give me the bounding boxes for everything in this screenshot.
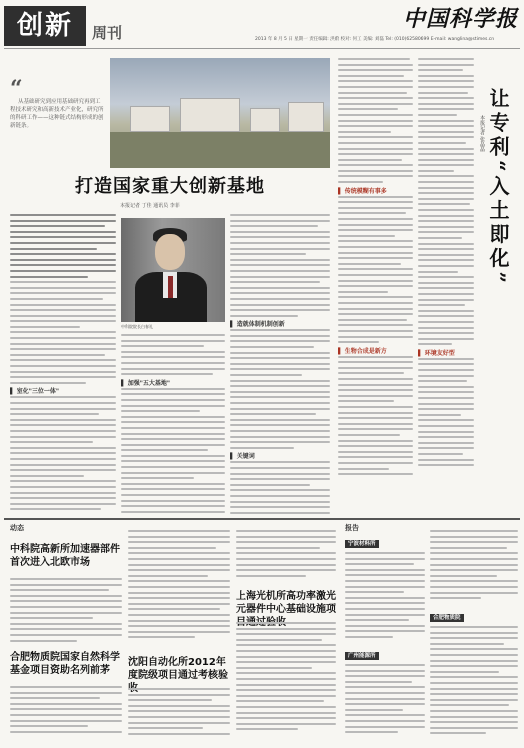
news-body-col-2 — [128, 530, 230, 650]
news-body-col-3 — [236, 530, 336, 585]
article-col-portrait-below: ▌ 加强"五大基地" — [121, 334, 225, 514]
news-headline-1: 中科院高新所加速器部件首次进入北欧市场 — [10, 544, 120, 568]
report-tag-2: 广州能源所 — [345, 652, 379, 660]
portrait-photo — [121, 218, 225, 322]
page-header — [0, 0, 524, 50]
pull-quote-text: 从基础研究到应用基础研究再到工程技术研究和高新技术产业化，研究所的科研工作——这种链式结构形成的创新链条。 — [10, 99, 104, 129]
report-tag-1: 宁波材料所 — [345, 540, 379, 548]
report-tag-3: 合肥物质院 — [430, 614, 464, 622]
news-headline-2: 合肥物质院国家自然科学基金项目资助名列前茅 — [10, 652, 120, 676]
opinion-author: 本报记者 张晶晶 — [479, 115, 485, 152]
opinion-title: 让专利“入土即化” — [486, 88, 510, 288]
section-badge: 创新 — [4, 6, 86, 46]
article-col-mid: ▌ 造就体制机制创新 ▌ 关键词 — [230, 214, 330, 514]
quote-mark-icon: “ — [10, 76, 23, 102]
page-headline: 打造国家重大创新基地 — [75, 176, 265, 197]
report-body-3 — [430, 626, 518, 746]
news-headline-4: 上海光机所高功率激光元器件中心基础设施项 — [236, 591, 336, 615]
section-label-news: 动态 — [10, 524, 24, 532]
article-byline: 本报记者 丁佳 通讯员 李菲 — [120, 203, 180, 209]
section-label-report: 报告 — [345, 524, 359, 532]
news-body-1 — [10, 578, 122, 648]
article-right-col-2: ▌ 环境友好型 — [418, 58, 474, 478]
dateline: 2013 年 8 月 5 日 星期一 责任编辑: 洪蔚 校对: 何工 美编: 刘磊 Tel: (010)62580699 E-mail: wanglina@stimes.cn — [255, 37, 495, 42]
article-right-col-1: ▌ 传统模糊有事多 ▌ 生物合成是新方 — [338, 58, 413, 478]
news-body-2 — [10, 686, 122, 744]
report-body-2 — [345, 664, 425, 746]
report-body-1 — [345, 552, 425, 648]
news-body-3 — [128, 688, 230, 746]
article-col-left: ▌ 室化"三位一体" — [10, 214, 116, 514]
photo-caption: 中科院院长白春礼 — [121, 324, 153, 329]
news-body-4 — [236, 622, 336, 746]
section-subtitle: 周刊 — [92, 24, 123, 42]
section-divider — [4, 518, 520, 520]
news-headline-3: 沈阳自动化所2012年度院级项目通过考核验 — [128, 657, 228, 681]
header-divider — [4, 48, 520, 49]
report-body-col-2 — [430, 530, 518, 610]
campus-photo — [110, 58, 330, 168]
pull-quote — [10, 76, 105, 165]
newspaper-masthead: 中国科学报 — [402, 6, 518, 32]
